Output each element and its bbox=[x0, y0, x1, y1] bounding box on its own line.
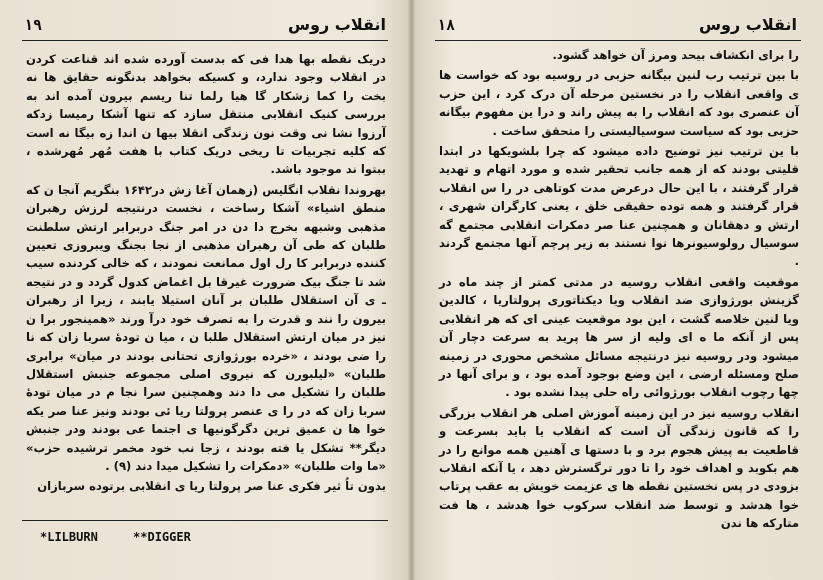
paragraph: با بین ترتیب رب لنین بیگانه حزبی در روسیه بود که خواست ها ی واقعی انقلاب را در نخستین مرحله آن درک کرد ، این حزب آن عنصری بود که انقلاب را به پیش راند و درا ین مفهوم بیگانه حزبی بود که سیاست سوسیالیستی را متحقق ساخت . bbox=[439, 68, 799, 138]
right-page bbox=[413, 0, 823, 580]
paragraph: را برای انکشاف بیحد ومرز آن خواهد گشود. bbox=[552, 48, 799, 62]
paragraph: با ین ترتیب نیز توضیح داده میشود که چرا بلشویکها در ابتدا قلیتی بودند که از همه جانب تحقیر شده و مورد اتهام و تهدید قرار گرفتند ، با این حال درعرض مدت کوتاهی در را س انقلاب قرار گرفتند و همه توده حقیقی خلق ، یعنی کارگران شهری ، ارتش و دهقانان و همچنین عنا صر دمکرات انقلابی مجتمع گه سوسیال رولوسیونرها نوا نستند به زیر پرچم آنها مجتمع گردند . bbox=[439, 144, 799, 269]
footnote-divider bbox=[22, 520, 388, 521]
left-running-title: انقلاب روس bbox=[287, 15, 386, 34]
paragraph: بدون تاُ ثیر فکری عنا صر پرولتا ریا ی انقلابی برتوده سربازان bbox=[37, 479, 386, 494]
right-page-header bbox=[435, 14, 801, 41]
footnote: *LILBURN bbox=[40, 530, 98, 544]
left-page bbox=[0, 0, 410, 580]
paragraph: دریک نقطه بها هدا فی که بدست آورده شده اند قناعت کردن در انقلاب وجود ندارد، و کسیکه بخواهد بدنگونه حقایق ها نه بخت را کما زشکار گا هیا رلما تنا ریسم بیرون آمده اند به بررسی کنیک انقلابی منتقل سازد که تنها آشکا رمیسا زدکه آرزوا نشا نی وقت نون زندگی انقلا بیها ن اندا زه بیگا نه است که کلیه تجربیات تا ریخی دریک کتاب با هفت مُهر مُهرشده ، ببتوا ند موجود باشد. bbox=[26, 52, 386, 177]
paragraph: موقعیت واقعی انقلاب روسیه در مدتی کمتر از چند ماه در گزینش بورژوازی ضد انقلاب ویا دیکتاتوری پرولتاریا ، کالدین ویا لنین خلاصه گشت ، این بود موقعیت عینی ای که هر انقلابی پس از آنکه ما ه ای ولیه از سر ها پرید به سرعت دچار آن میشود ودر روسیه نیز درنتیجه مسائل مشخص محوری در زمینه صلح ومسئله ارضی ، این وضع بوجود آمده بود ، و برای آنها در چها رچوب انقلاب بورژوائی راه حلی پیدا نشده بود . bbox=[439, 274, 799, 400]
left-page-number: ۱۹ bbox=[24, 16, 43, 34]
paragraph: بهروندا نقلاب انگلیس (زهمان آغا زش در۱۶۴۲ بنگریم آنجا ن که منطق اشیاء» آشکا رساخت ، نخست درنتیجه لرزش رهبران مذهبی وشبهه بخرج دا دن در امر جنگ دربرابر ارتش سلطنت طلبان که طی آن رهبران مذهبی از نجا بجنگ ویبروزی تعیین کننده دربرابر کا رل اول ممانعت نمودند ، که خالی کردنده سیب شد تا جنگ بیک ضرورت غیرقا بل اغماض کدول گردد و در نتیجه ـ ی آن استقلال طلبان بر آنان استیلا یابند ، زیرا از رهبران بیرون را نند و قدرت را به تصرف خود درآ ورند «همینجور برا ن نیز در میان ارتش استقلال طلبا ن ، میا ن تودهٔ سربا زان که نا را ضی بودند ، «خرده بورژوازی تحتانی بودند در میان» برابری طلبان» «لیلبورن که نیروی اصلی مجموعه جنبش استقلال طلبان را تشکیل می دا دند وهمچنین سرا نجا م در میان تودهٔ سربا زان که در را ی عنصر پرولتا ریا ئی بودند ونیز عنا صر یکه خوا ها ن عمیق ترین دگرگونیها ی اجتما عی بودند ودر جنبش دیگر** تشکل یا فته بودند ، زجا نب خود مخمر ترشیده حزب» «ما وات طلبان» «دمکرات را تشکیل میدا دند (۹) . bbox=[26, 182, 386, 473]
right-page-number: ۱۸ bbox=[437, 16, 456, 34]
paragraph: انقلاب روسیه نیز در این زمینه آموزش اصلی هر انقلاب بزرگی را که قانون زندگی آن است که انقلاب یا باید بسرعت و قاطعیت به پیش هجوم برد و با دستها ی آهنین همه موانع را در هم بکوبد و اهداف خود را تا دور ترگسترش دهد ، یا آنکه انقلاب بزودی در پس نخستین نقطه ها ی عزیمت خویش به عقب پرتاب خوا هدشد و توسط ضد انقلاب سرکوب خوا هدشد ، ها فت متاركه ها ندن bbox=[439, 405, 799, 531]
footnotes bbox=[40, 530, 191, 544]
right-running-title: انقلاب روس bbox=[698, 15, 797, 34]
footnote: **DIGGER bbox=[133, 530, 191, 544]
left-page-body bbox=[26, 50, 386, 496]
left-page-header bbox=[22, 14, 388, 41]
right-page-body bbox=[439, 46, 799, 533]
